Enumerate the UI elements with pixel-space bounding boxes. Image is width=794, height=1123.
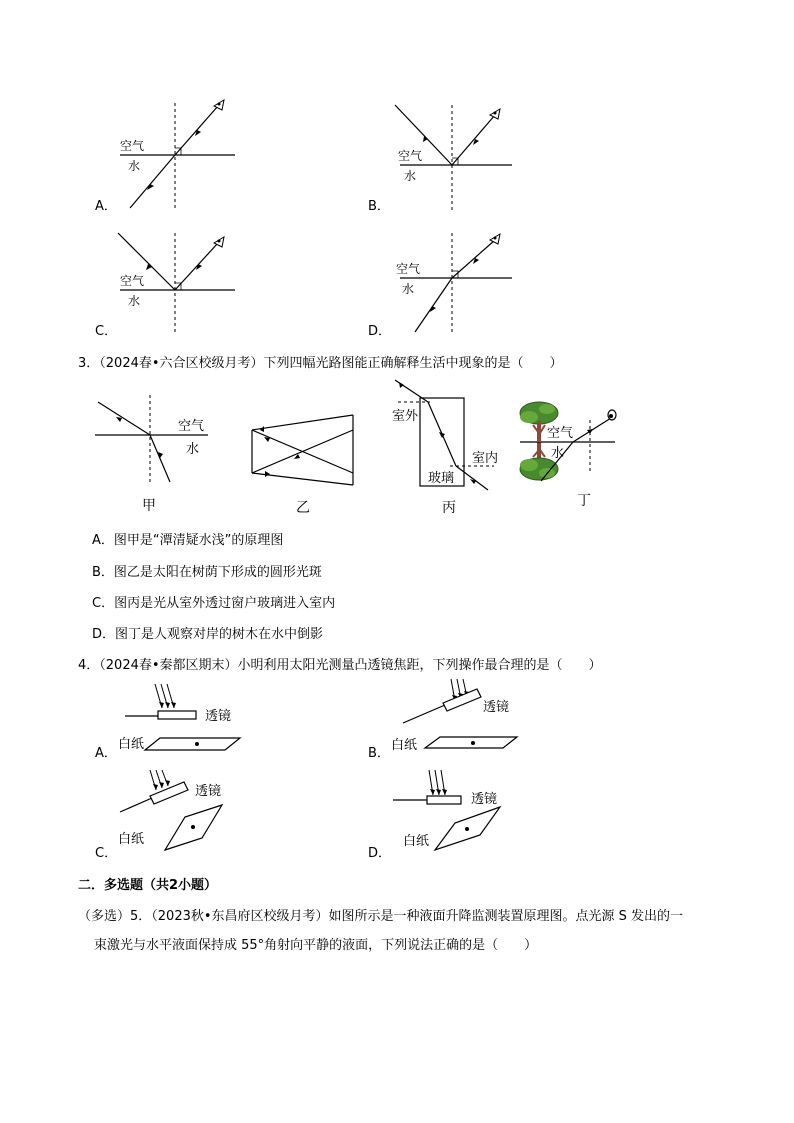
- q2-figure-a: [110, 98, 250, 213]
- svg-text:透镜: 透镜: [195, 784, 222, 799]
- q4-figure-d: [385, 765, 535, 855]
- svg-text:白纸: 白纸: [118, 832, 145, 847]
- q2-option-a-label[interactable]: A．: [95, 199, 117, 214]
- svg-text:空气: 空气: [398, 149, 423, 163]
- q3-option-c[interactable]: C．图丙是光从室外透过窗户玻璃进入室内: [92, 596, 336, 611]
- q4-option-a-label[interactable]: A．: [95, 746, 117, 761]
- svg-text:白纸: 白纸: [391, 738, 418, 753]
- q3-option-d[interactable]: D．图丁是人观察对岸的树木在水中倒影: [92, 627, 324, 642]
- tree-icon: [520, 402, 558, 480]
- svg-text:透镜: 透镜: [483, 700, 510, 715]
- q4-figure-b: [385, 675, 535, 755]
- svg-text:水: 水: [551, 446, 565, 461]
- svg-text:白纸: 白纸: [118, 737, 145, 752]
- section-heading: 二．多选题（共2小题）: [78, 878, 218, 893]
- svg-text:水: 水: [186, 442, 200, 457]
- svg-text:透镜: 透镜: [471, 792, 498, 807]
- q3-figure-ding: [515, 395, 625, 510]
- svg-text:玻璃: 玻璃: [428, 471, 455, 486]
- eye-icon: [490, 109, 500, 119]
- q3-stem: 3．（2024春•六合区校级月考）下列四幅光路图能正确解释生活中现象的是（ ）: [78, 356, 563, 371]
- q2-figure-c: [110, 228, 250, 338]
- svg-text:水: 水: [404, 169, 417, 183]
- svg-text:室外: 室外: [392, 409, 419, 424]
- q4-option-d-label[interactable]: D．: [368, 846, 392, 861]
- svg-text:水: 水: [128, 294, 141, 308]
- svg-text:空气: 空气: [396, 262, 421, 276]
- q4-figure-a: [110, 680, 260, 755]
- q2-option-d-label[interactable]: D．: [368, 324, 392, 339]
- svg-text:丙: 丙: [442, 500, 456, 516]
- q2-option-c-label[interactable]: C．: [95, 324, 118, 339]
- q3-option-b[interactable]: B．图乙是太阳在树荫下形成的圆形光斑: [92, 565, 322, 580]
- q2-figure-d: [390, 228, 530, 338]
- svg-text:水: 水: [128, 159, 141, 173]
- svg-text:室内: 室内: [472, 451, 499, 466]
- q4-stem: 4．（2024春•秦都区期末）小明利用太阳光测量凸透镜焦距，下列操作最合理的是（ ）: [78, 658, 602, 673]
- svg-text:甲: 甲: [142, 498, 156, 514]
- q2-figure-b: [390, 100, 530, 215]
- svg-text:空气: 空气: [120, 274, 145, 288]
- svg-text:空气: 空气: [178, 419, 205, 434]
- q3-option-a[interactable]: A．图甲是“潭清疑水浅”的原理图: [92, 533, 284, 548]
- q4-option-c-label[interactable]: C．: [95, 846, 118, 861]
- svg-text:乙: 乙: [296, 500, 310, 516]
- q4-figure-c: [110, 765, 260, 855]
- q5-stem-line2: 束激光与水平液面保持成 55°角射向平静的液面，下列说法正确的是（ ）: [94, 938, 538, 953]
- svg-text:水: 水: [402, 282, 415, 296]
- q3-figure-bing: [390, 378, 510, 518]
- q2-option-b-label[interactable]: B．: [368, 199, 390, 214]
- q3-figure-yi: [240, 410, 365, 520]
- svg-text:透镜: 透镜: [205, 709, 232, 724]
- svg-text:空气: 空气: [120, 139, 145, 153]
- eye-icon: [608, 410, 616, 420]
- svg-text:空气: 空气: [547, 426, 574, 441]
- q4-option-b-label[interactable]: B．: [368, 746, 390, 761]
- q3-figure-jia: [90, 390, 215, 515]
- svg-text:白纸: 白纸: [403, 834, 430, 849]
- q5-stem-line1: （多选）5．（2023秋•东昌府区校级月考）如图所示是一种液面升降监测装置原理图。点光源 S 发出的一: [78, 909, 684, 924]
- svg-text:丁: 丁: [577, 493, 591, 509]
